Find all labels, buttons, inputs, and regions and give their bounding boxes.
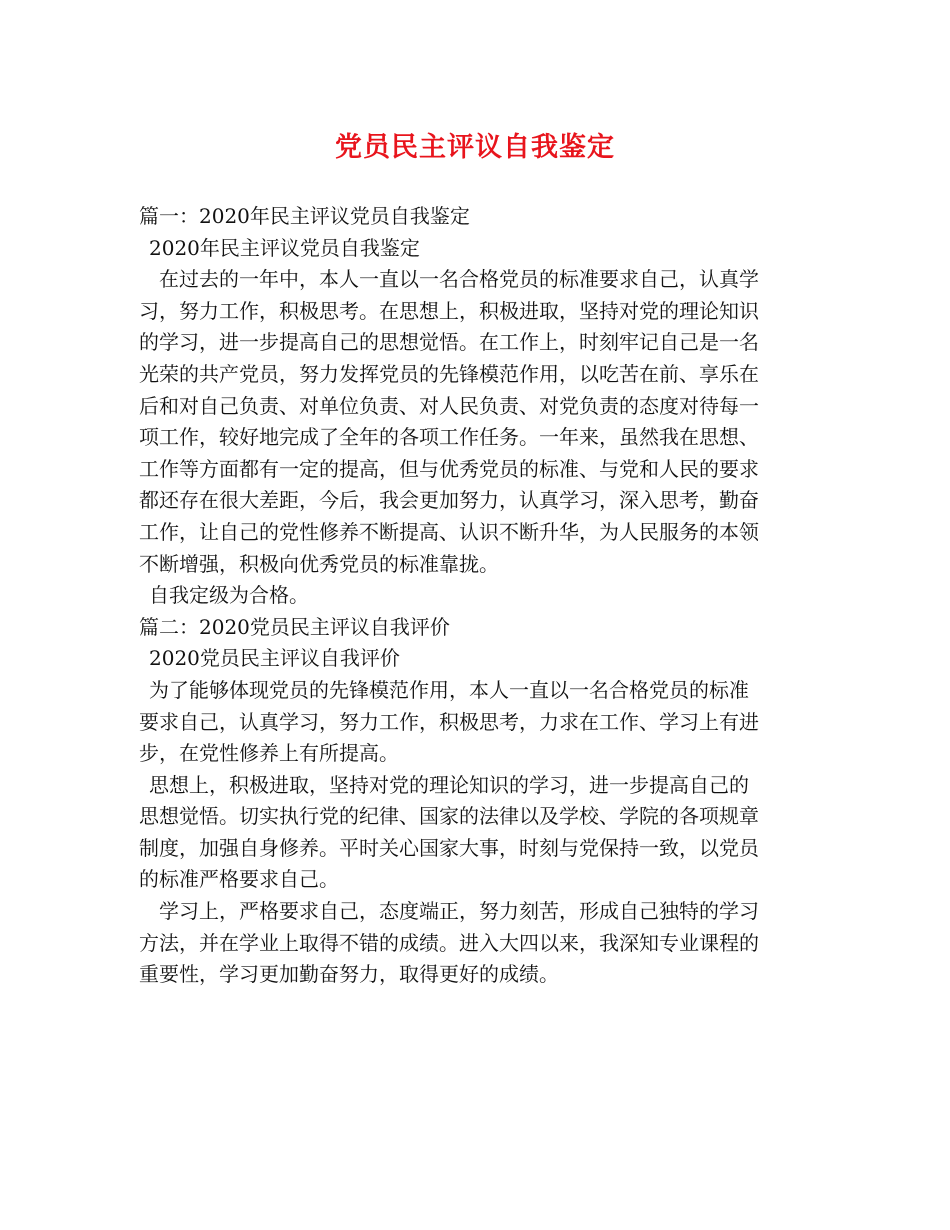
text-line: 步，在党性修养上有所提高。 [139, 741, 399, 766]
text-line: 方法，并在学业上取得不错的成绩。进入大四以来，我深知专业课程的 [139, 930, 759, 955]
text-line: 光荣的共产党员，努力发挥党员的先锋模范作用，以吃苦在前、享乐在 [139, 361, 759, 386]
text-line: 工作等方面都有一定的提高，但与优秀党员的标准、与党和人民的要求 [139, 456, 759, 481]
text-line: 后和对自己负责、对单位负责、对人民负责、对党负责的态度对待每一 [139, 393, 759, 418]
text-line: 思想上，积极进取，坚持对党的理论知识的学习，进一步提高自己的 [149, 772, 749, 797]
text-line: 自我定级为合格。 [149, 583, 309, 608]
document-body [139, 201, 813, 991]
text-line: 不断增强，积极向优秀党员的标准靠拢。 [139, 551, 499, 576]
text-line: 2020年民主评议党员自我鉴定 [149, 235, 420, 260]
text-line: 学习上，严格要求自己，态度端正，努力刻苦，形成自己独特的学习 [159, 899, 759, 924]
text-line: 项工作，较好地完成了全年的各项工作任务。一年来，虽然我在思想、 [139, 425, 759, 450]
text-line: 篇二：2020党员民主评议自我评价 [139, 614, 450, 639]
text-line: 2020党员民主评议自我评价 [149, 646, 400, 671]
text-line: 在过去的一年中，本人一直以一名合格党员的标准要求自己，认真学 [159, 267, 759, 292]
text-line: 思想觉悟。切实执行党的纪律、国家的法律以及学校、学院的各项规章 [139, 804, 759, 829]
text-line: 都还存在很大差距，今后，我会更加努力，认真学习，深入思考，勤奋 [139, 488, 759, 513]
text-line: 重要性，学习更加勤奋努力，取得更好的成绩。 [139, 962, 559, 987]
text-line: 工作，让自己的党性修养不断提高、认识不断升华，为人民服务的本领 [139, 519, 759, 544]
text-line: 篇一：2020年民主评议党员自我鉴定 [139, 204, 470, 228]
text-line: 习，努力工作，积极思考。在思想上，积极进取，坚持对党的理论知识 [139, 298, 759, 323]
text-line: 的学习，进一步提高自己的思想觉悟。在工作上，时刻牢记自己是一名 [139, 330, 759, 355]
text-line: 要求自己，认真学习，努力工作，积极思考，力求在工作、学习上有进 [139, 709, 759, 734]
text-line: 制度，加强自身修养。平时关心国家大事，时刻与党保持一致，以党员 [139, 835, 759, 860]
text-line: 的标准严格要求自己。 [139, 867, 339, 892]
document-title: 党员民主评议自我鉴定 [335, 132, 615, 163]
text-line: 为了能够体现党员的先锋模范作用，本人一直以一名合格党员的标准 [149, 677, 749, 702]
